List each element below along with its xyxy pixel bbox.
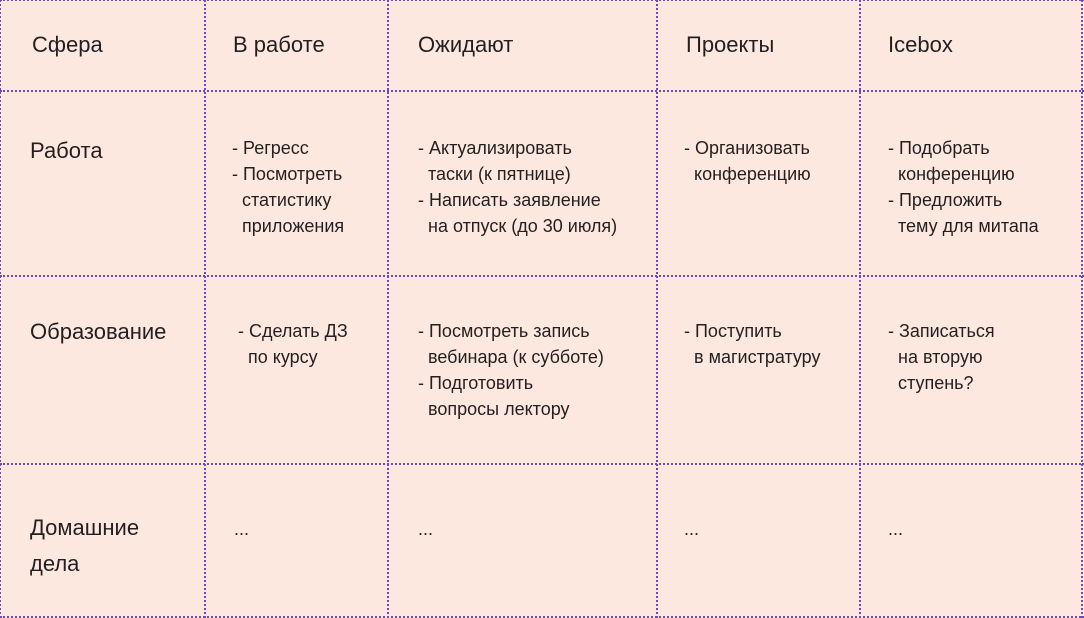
column-header-projects: Проекты (686, 32, 775, 57)
card-cell: - Подобрать конференцию - Предложить тему для митапа (888, 135, 1039, 239)
card-cell: - Актуализировать таски (к пятнице) - Написать заявление на отпуск (до 30 июля) (418, 135, 617, 239)
row-label-home: Домашние дела (30, 515, 140, 576)
grid-line (859, 0, 861, 618)
task-item: - Подобрать (888, 138, 990, 158)
task-item: - Поступить (684, 321, 782, 341)
task-item: ... (888, 519, 904, 539)
task-item: - Подготовить (418, 373, 534, 393)
task-item: - Посмотреть запись (418, 321, 590, 341)
grid-line (0, 0, 1, 618)
row-label-education: Образование (30, 319, 167, 344)
card-cell (684, 516, 699, 542)
task-item: - Сделать ДЗ (238, 321, 348, 341)
task-item: ... (234, 519, 250, 539)
task-item: - Организовать (684, 138, 810, 158)
column-header-in-progress: В работе (233, 32, 325, 57)
grid-line (0, 275, 1084, 277)
task-item: ... (418, 519, 434, 539)
card-cell (888, 516, 903, 542)
card-cell (418, 516, 433, 542)
task-item: - Посмотреть (232, 164, 343, 184)
task-item: - Записаться (888, 321, 995, 341)
card-cell (234, 516, 249, 542)
grid-line (656, 0, 658, 618)
task-item: ... (684, 519, 700, 539)
card-cell: - Поступить в магистратуру (684, 318, 821, 370)
grid-line (0, 90, 1084, 92)
grid-line (0, 0, 1084, 1)
column-header-waiting: Ожидают (418, 32, 514, 57)
column-header-icebox: Icebox (888, 32, 953, 57)
grid-line (204, 0, 206, 618)
row-label-work: Работа (30, 138, 103, 163)
card-cell: - Записаться на вторую ступень? (888, 318, 995, 396)
task-item: - Написать заявление (418, 190, 601, 210)
card-cell: - Организовать конференцию (684, 135, 811, 187)
card-cell: - Посмотреть запись вебинара (к субботе) - Подготовить вопросы лектору (418, 318, 604, 422)
grid-line (1081, 0, 1083, 618)
card-cell: - Сделать ДЗ по курсу (238, 318, 348, 370)
task-item: - Актуализировать (418, 138, 572, 158)
column-header-sphere: Сфера (32, 32, 103, 57)
grid-line (0, 463, 1084, 465)
grid-line (387, 0, 389, 618)
task-item: - Предложить (888, 190, 1003, 210)
task-item: - Регресс (232, 138, 309, 158)
card-cell: - Регресс - Посмотреть статистику приложения (232, 135, 344, 239)
